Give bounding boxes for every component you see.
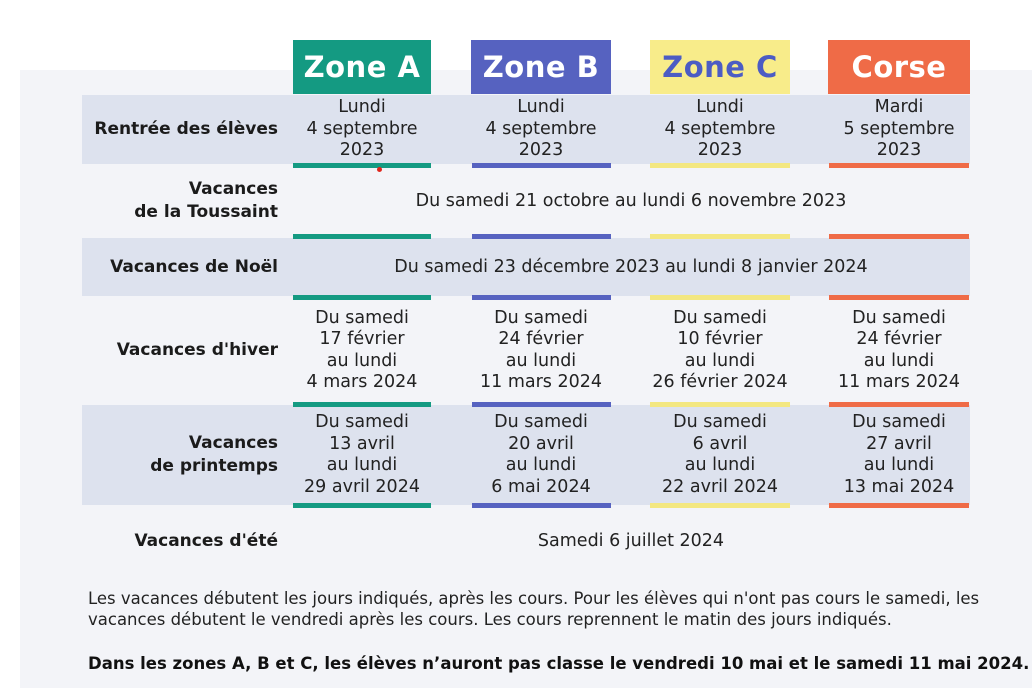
noel-dates: Du samedi 23 décembre 2023 au lundi 8 janvier 2024 [394,257,868,277]
zone-bar-2-row-3 [472,295,611,300]
row-label-ete: Vacances d'été [134,530,278,551]
zone-bar-3-row-1 [650,163,790,168]
zone-bar-4-row-3 [829,295,969,300]
hiver-corse: Du samedi 24 février au lundi 11 mars 2024 [837,307,960,392]
rentree-corse: Mardi 5 septembre 2023 [843,97,955,161]
zone-bar-4-row-2 [829,234,969,239]
zone-bar-1-row-1 [293,163,431,168]
row-label-rentree: Rentrée des élèves [94,119,278,139]
zone-bar-1-row-4 [293,402,431,407]
zone-bar-2-row-1 [472,163,611,168]
printemps-corse: Du samedi 27 avril au lundi 13 mai 2024 [843,412,955,497]
ete-dates: Samedi 6 juillet 2024 [537,531,725,551]
zone-bar-3-row-2 [650,234,790,239]
hiver-zone-a: Du samedi 17 février au lundi 4 mars 2024 [306,307,418,392]
zone-bar-4-row-5 [829,503,969,508]
corse-header: Corse [828,40,970,94]
hiver-zone-b: Du samedi 24 février au lundi 11 mars 2024 [479,307,602,392]
hiver-zone-c: Du samedi 10 février au lundi 26 février 2024 [652,307,788,392]
zone-b-header: Zone B [471,40,611,94]
rentree-zone-b: Lundi 4 septembre 2023 [485,97,597,161]
rentree-zone-a: Lundi 4 septembre 2023 [306,97,418,161]
zone-bar-2-row-5 [472,503,611,508]
vacation-note: Les vacances débutent les jours indiqués, après les cours. Pour les élèves qui n'ont pas cours le samedi, les vacances débutent le vendredi après les cours. Les cours reprennent le matin des jours indiqués. [88,589,980,629]
zone-bar-1-row-2 [293,234,431,239]
red-marker-dot [377,167,382,172]
row-label-toussaint: Vacances de la Toussaint [134,179,278,222]
row-label-printemps: Vacances de printemps [150,433,278,476]
toussaint-dates: Du samedi 21 octobre au lundi 6 novembre 2023 [415,191,847,211]
rentree-zone-c: Lundi 4 septembre 2023 [664,97,776,161]
vacation-note-bold: Dans les zones A, B et C, les élèves n’auront pas classe le vendredi 10 mai et le samedi 11 mai 2024. [88,654,1030,673]
zone-bar-1-row-5 [293,503,431,508]
zone-a-header: Zone A [293,40,431,94]
printemps-zone-a: Du samedi 13 avril au lundi 29 avril 2024 [304,412,420,497]
zone-bar-4-row-4 [829,402,969,407]
printemps-zone-b: Du samedi 20 avril au lundi 6 mai 2024 [491,412,591,497]
zone-bar-1-row-3 [293,295,431,300]
zone-bar-3-row-4 [650,402,790,407]
zone-bar-2-row-2 [472,234,611,239]
zone-bar-4-row-1 [829,163,969,168]
printemps-zone-c: Du samedi 6 avril au lundi 22 avril 2024 [662,412,778,497]
zone-c-header: Zone C [650,40,790,94]
zone-bar-2-row-4 [472,402,611,407]
zone-bar-3-row-5 [650,503,790,508]
zone-bar-3-row-3 [650,295,790,300]
row-label-hiver: Vacances d'hiver [116,340,278,360]
row-label-noel: Vacances de Noël [110,256,278,277]
